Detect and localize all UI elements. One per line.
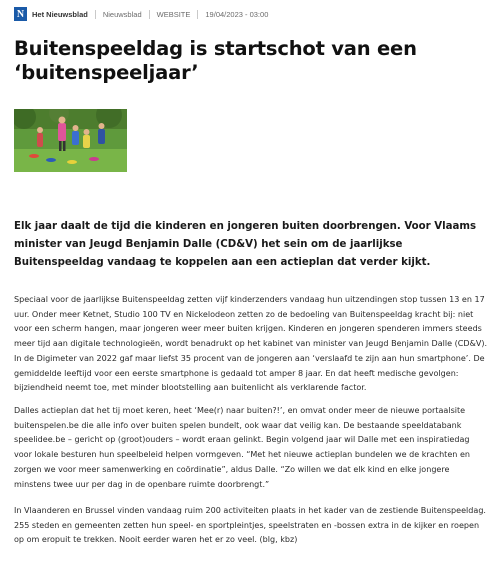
divider xyxy=(197,10,198,19)
article-photo xyxy=(14,109,127,172)
article-paragraph: Dalles actieplan dat het tij moet keren, heet ‘Mee(r) naar buiten?!’, en omvat onder meer de nieuwe portaalsite buitenspelen.be die alle info over buiten spelen bundelt, ook waar dat veilig kan. De bestaande speeldatabank speelidee.be – gericht op (groot)ouders – wordt eraan gelinkt. Begin volgend jaar wil Dalle met een inspiratiedag voor lokale besturen hun speelbeleid helpen vormgeven. “Met het nieuwe actieplan bundelen we de krachten en zorgen we voor meer samenwerking en coördinatie”, aldus Dalle. “Zo willen we dat elk kind en elke jongere minstens twee uur per dag in de openbare ruimte doorbrengt.” xyxy=(14,406,470,489)
nieuwsblad-logo: N xyxy=(14,7,27,21)
article-paragraph: In Vlaanderen en Brussel vinden vandaag ruim 200 activiteiten plaats in het kader van de zestiende Buitenspeeldag. 255 steden en gemeenten zetten hun speel- en sportpleintjes, speelstraten en -bossen extra in de kijker en roepen op om eropuit te trekken. Nooit eerder waren het er zo veel. (blg, kbz) xyxy=(14,506,486,545)
article-lead: Elk jaar daalt de tijd die kinderen en jongeren buiten doorbrengen. Voor Vlaams minister van Jeugd Benjamin Dalle (CD&V) het sein om de jaarlijkse Buitenspeeldag vandaag te koppelen aan een actieplan dat verder kijkt. xyxy=(14,221,477,268)
source-type: WEBSITE xyxy=(156,9,191,19)
article-title: Buitenspeeldag is startschot van een ‘buitenspeeljaar’ xyxy=(14,37,417,84)
publication-name: Nieuwsblad xyxy=(102,9,142,19)
article-meta-bar xyxy=(14,6,268,22)
publish-datetime: 19/04/2023 - 03:00 xyxy=(205,9,269,19)
article-paragraph: Speciaal voor de jaarlijkse Buitenspeeldag zetten vijf kinderzenders vandaag hun uitzendingen stop tussen 13 en 17 uur. Onder meer Ketnet, Studio 100 TV en Nickelodeon zetten zo de bedoeling van Buitenspeeldag kracht bij: niet voor een scherm hangen, maar jongeren weer meer buiten krijgen. Kinderen en jongeren spenderen immers steeds meer tijd aan digitale technologieën, wordt benadrukt op het kabinet van minister van Jeugd Benjamin Dalle (CD&V). In de Digimeter van 2022 gaf maar liefst 35 procent van de jongeren aan ‘verslaafd te zijn aan hun smartphone’. De gemiddelde leeftijd voor een eerste smartphone is gedaald tot amper 8 jaar. En dat heeft medische gevolgen: bijziendheid neemt toe, met minder blootstelling aan buitenlicht als verklarende factor. xyxy=(14,295,488,393)
source-name[interactable]: Het Nieuwsblad xyxy=(32,9,88,19)
divider xyxy=(149,10,150,19)
divider xyxy=(95,10,96,19)
